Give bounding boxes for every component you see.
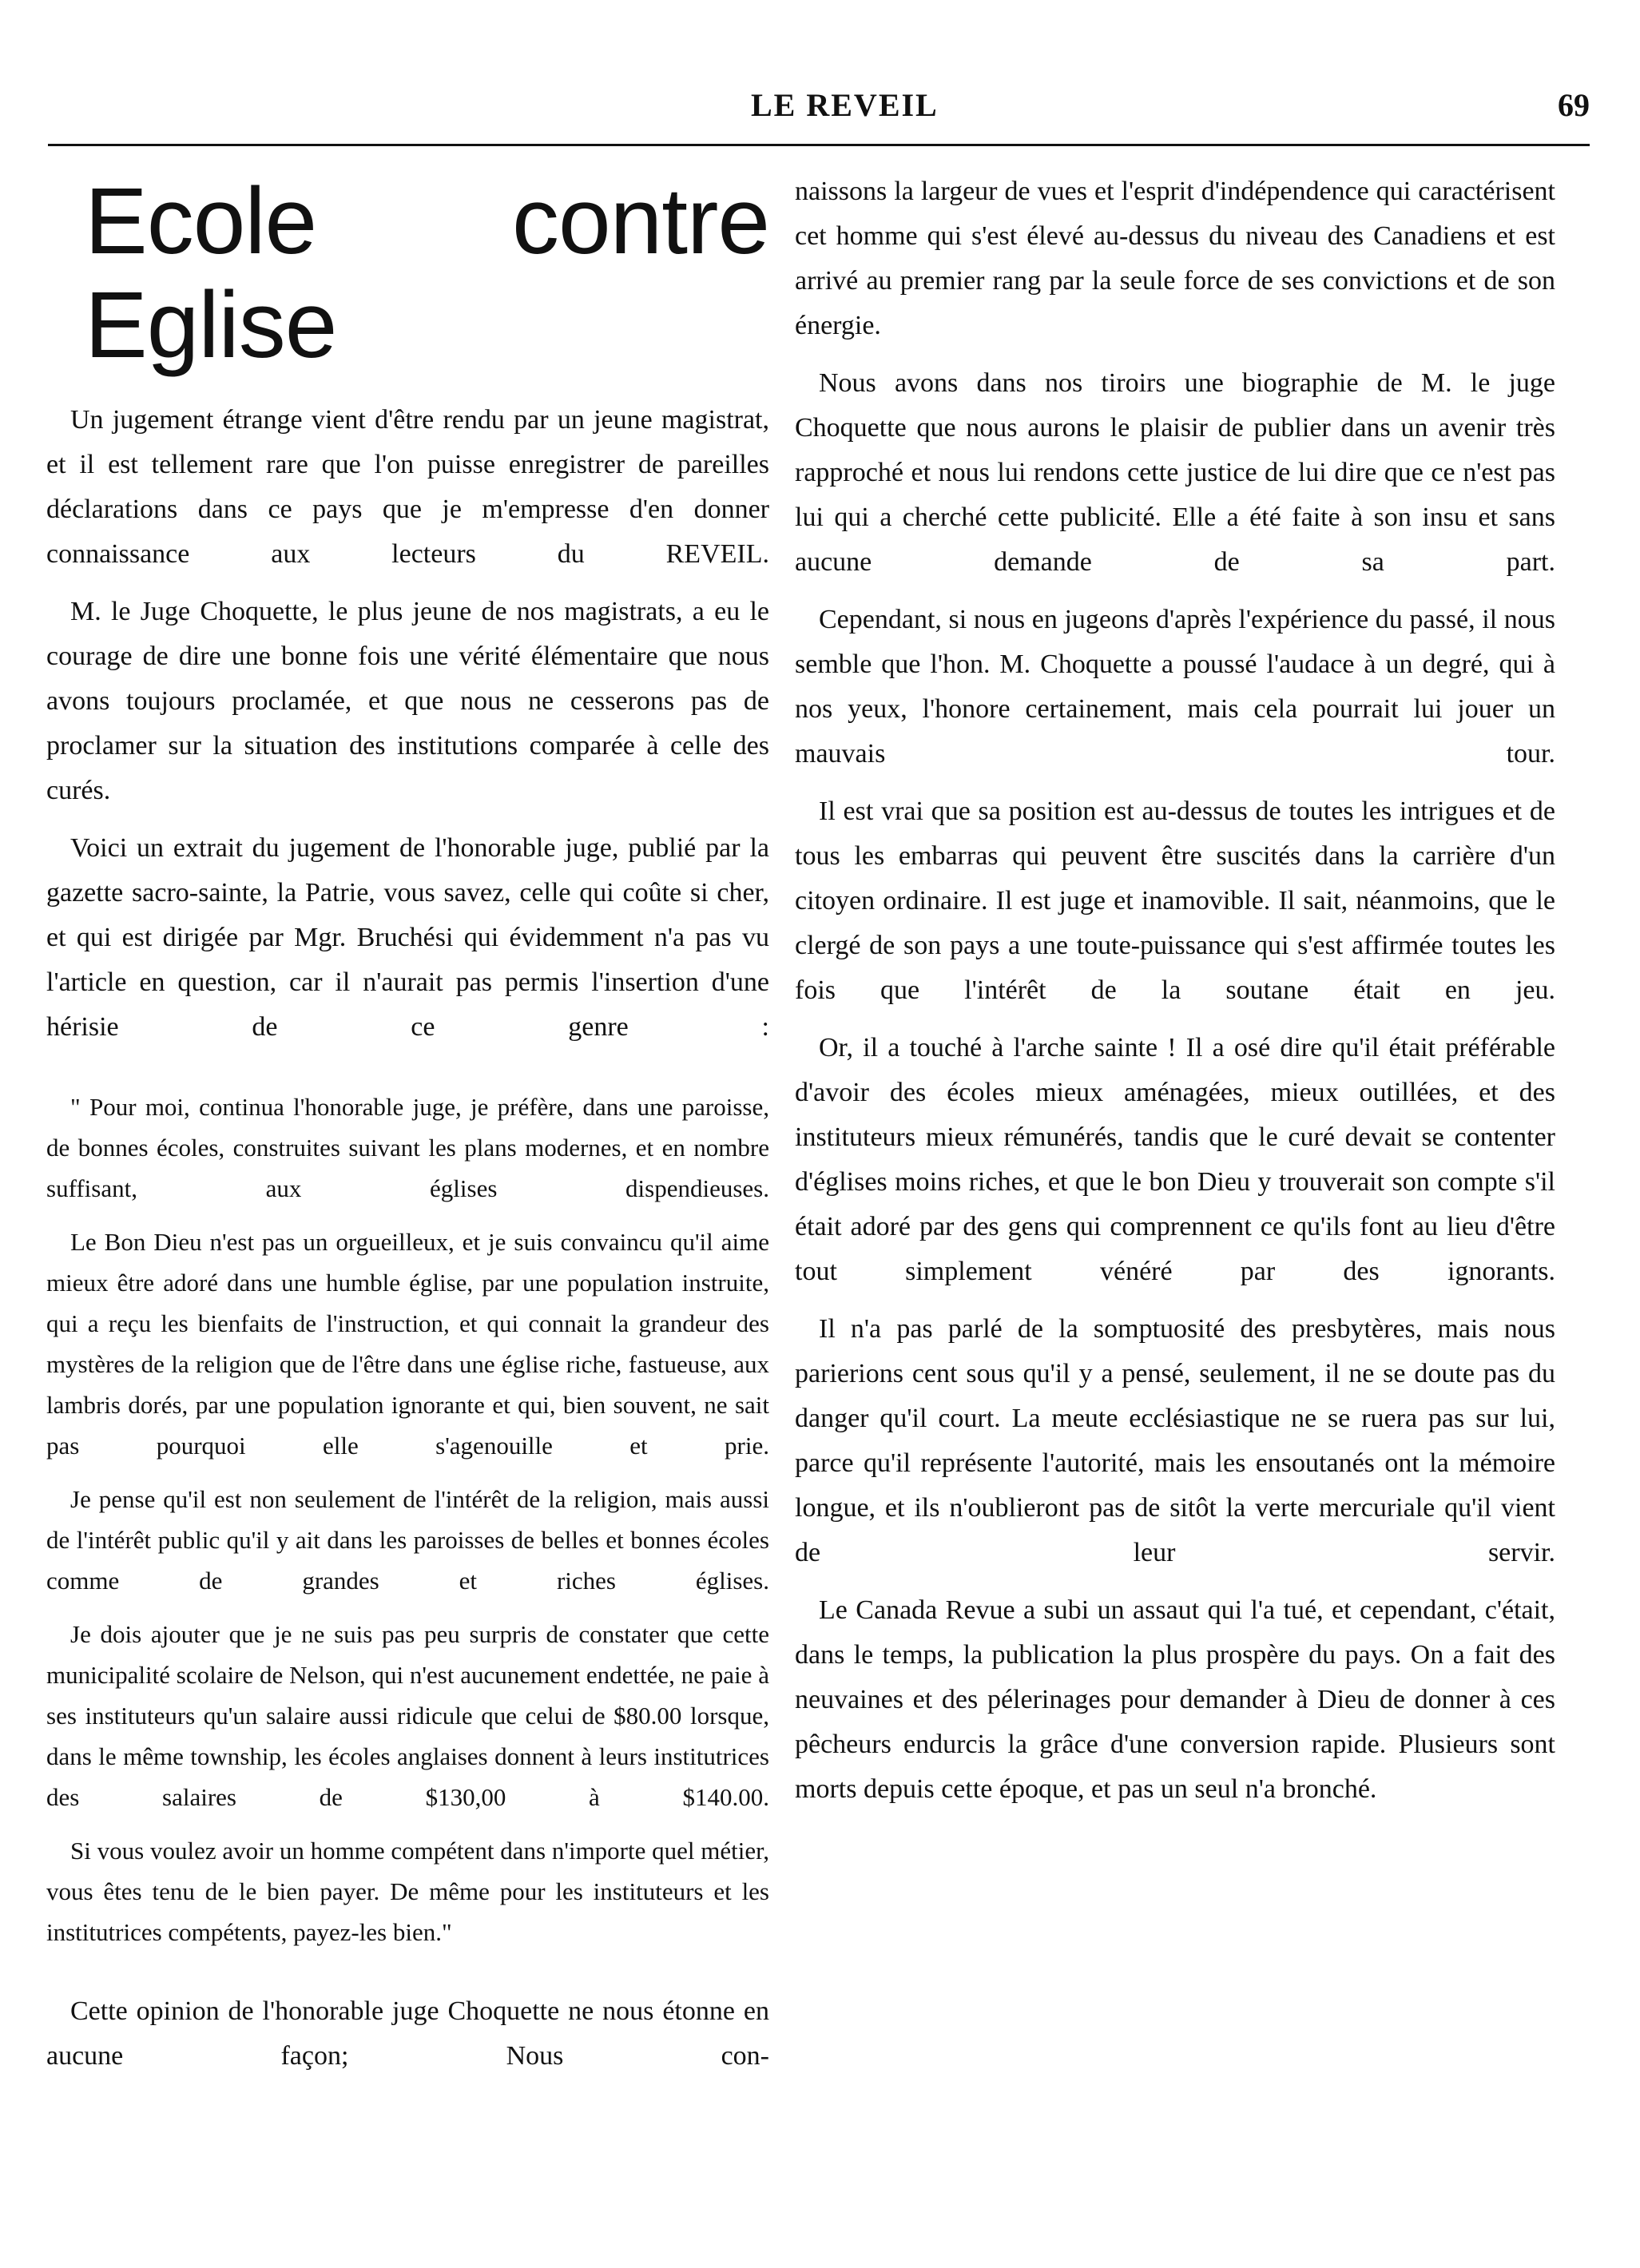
quoted-judgment [46, 1086, 769, 1952]
quote-paragraph: Le Bon Dieu n'est pas un orgueilleux, et je suis convaincu qu'il aime mieux être adoré dans une humble église, par une population instruite, qui a reçu les bienfaits de l'instruction, et qui connait la grandeur des mystères de la religion que de l'être dans une église riche, fastueuse, aux lambris dorés, par une population ignorante et qui, bien souvent, ne sait pas pourquoi elle s'agenouille et prie. [46, 1228, 769, 1460]
paragraph: Nous avons dans nos tiroirs une biographie de M. le juge Choquette que nous aurons le plaisir de publier dans un avenir très rapproché et nous lui rendons cette justice de lui dire que ce n'est pas lui qui a cherché cette publicité. Elle a été faite à son insu et sans aucune demande de sa part. [795, 368, 1555, 577]
quote-paragraph: " Pour moi, continua l'honorable juge, je préfère, dans une paroisse, de bonnes écoles, construites suivant les plans modernes, et en nombre suffisant, aux églises dispendieuses. [46, 1093, 769, 1202]
paragraph: naissons la largeur de vues et l'esprit d'indépendence qui caractérisent cet homme qui s'est élevé au-dessus du niveau des Canadiens et est arrivé au premier rang par la seule force de ses convictions et de son énergie. [795, 177, 1555, 340]
left-column [46, 169, 769, 2091]
quote-paragraph: Je pense qu'il est non seulement de l'intérêt de la religion, mais aussi de l'intérêt public qu'il y ait dans les paroisses de belles et bonnes écoles comme de grandes et riches églises. [46, 1485, 769, 1595]
page-header [48, 78, 1590, 136]
spacer [46, 1063, 769, 1086]
spacer [46, 1965, 769, 1989]
paragraph: Cependant, si nous en jugeons d'après l'expérience du passé, il nous semble que l'hon. M. Choquette a poussé l'audace à un degré, qui à nos yeux, l'honore certainement, mais cela pourrait lui jouer un mauvais tour. [795, 605, 1555, 769]
header-rule [48, 144, 1590, 146]
paragraph: Cette opinion de l'honorable juge Choquette ne nous étonne en aucune façon; Nous con- [46, 1996, 769, 2071]
paragraph: Or, il a touché à l'arche sainte ! Il a osé dire qu'il était préférable d'avoir des écoles mieux aménagées, mieux outillées, et des instituteurs mieux rémunérés, tandis que le curé devait se contenter d'églises moins riches, et que le bon Dieu y trouverait son compte s'il était adoré par des gens qui comprennent ce qu'ils font au lieu d'être tout simplement vénéré par des ignorants. [795, 1033, 1555, 1286]
running-title: LE REVEIL [751, 87, 939, 123]
quote-paragraph: Si vous voulez avoir un homme compétent dans n'importe quel métier, vous êtes tenu de le bien payer. De même pour les instituteurs et les institutrices compétents, payez-les bien." [46, 1837, 769, 1946]
paragraph: Un jugement étrange vient d'être rendu par un jeune magistrat, et il est tellement rare que l'on puisse enregistrer de pareilles déclarations dans ce pays que je m'empresse d'en donner connaissance aux lecteurs du REVEIL. [46, 405, 769, 569]
page-number: 69 [1558, 87, 1590, 123]
paragraph: Le Canada Revue a subi un assaut qui l'a tué, et cependant, c'était, dans le temps, la publication la plus prospère du pays. On a fait des neuvaines et des pélerinages pour demander à Dieu de donner à ces pêcheurs endurcis la grâce d'une conversion rapide. Plusieurs sont morts depuis cette époque, et pas un seul n'a bronché. [795, 1595, 1555, 1804]
right-column [795, 169, 1555, 1825]
paragraph: Il est vrai que sa position est au-dessus de toutes les intrigues et de tous les embarras qui peuvent être suscités dans la carrière d'un citoyen ordinaire. Il est juge et inamovible. Il sait, néanmoins, que le clergé de son pays a une toute-puissance qui s'est affirmée toutes les fois que l'intérêt de la soutane était en jeu. [795, 796, 1555, 1005]
paragraph: Voici un extrait du jugement de l'honorable juge, publié par la gazette sacro-sainte, la Patrie, vous savez, celle qui coûte si cher, et qui est dirigée par Mgr. Bruchési qui évidemment n'a pas vu l'article en question, car il n'aurait pas permis l'insertion d'une hérisie de ce genre : [46, 833, 769, 1042]
article-title: Ecole contre Eglise [85, 169, 769, 378]
paragraph: M. le Juge Choquette, le plus jeune de nos magistrats, a eu le courage de dire une bonne fois une vérité élémentaire que nous avons toujours proclamée, et que nous ne cesserons pas de proclamer sur la situation des institutions comparée à celle des curés. [46, 597, 769, 805]
paragraph: Il n'a pas parlé de la somptuosité des presbytères, mais nous parierions cent sous qu'il y a pensé, seulement, il ne se doute pas du danger qu'il court. La meute ecclésiastique ne se ruera pas sur lui, parce qu'il représente l'autorité, mais les ensoutanés ont la mémoire longue, et ils n'oublieront pas de sitôt la verte mercuriale qu'il vient de leur servir. [795, 1314, 1555, 1567]
quote-paragraph: Je dois ajouter que je ne suis pas peu surpris de constater que cette municipalité scolaire de Nelson, qui n'est aucunement endettée, ne paie à ses instituteurs qu'un salaire aussi ridicule que celui de $80.00 lorsque, dans le même township, les écoles anglaises donnent à leurs institutrices des salaires de $130,00 à $140.00. [46, 1620, 769, 1811]
